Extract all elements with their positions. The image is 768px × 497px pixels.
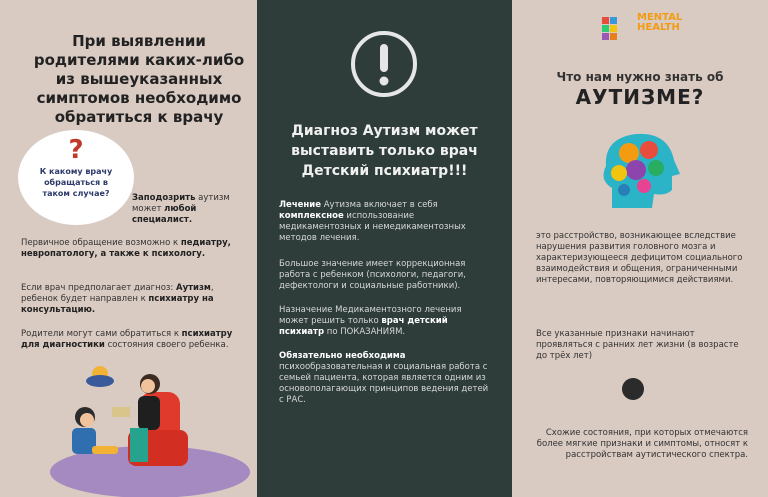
panel3-para2: Все указанные признаки начинают проявляться с ранних лет жизни (в возрасте до трёх лет) [536, 329, 739, 361]
p2-para1-d: использование медикаментозных и немедикаментозных методов лечения. [279, 211, 466, 243]
suspect-a: Заподозрить [132, 193, 196, 203]
p1-para2-a: Если врач предполагает диагноз: [21, 283, 176, 293]
middle-panel [257, 0, 512, 497]
panel2-para4 [279, 351, 489, 406]
p1-para3-c: состояния своего ребенка. [104, 340, 229, 350]
panel2-para2: Большое значение имеет коррекционная работа с ребенком (психологи, педагоги, дефектологи и социальные работники). [279, 259, 466, 291]
bubble-text: К какому врачу обращаться в таком случае? [39, 167, 113, 198]
panel1-title: При выявлении родителями каких-либо из вышеуказанных симптомов необходимо обратиться к врачу [33, 32, 245, 126]
p1-para2-b: Аутизм [175, 283, 211, 293]
p1-para2-c: , ребенок будет направлен к [21, 283, 214, 304]
child-face [80, 413, 94, 427]
p2-para4-b: психообразовательная и социальная работа с семьей пациента, которая является одним из основополагающих принципов ведения детей с РАС. [279, 362, 489, 405]
p1-para3-b: психиатру для диагностики [21, 329, 233, 350]
panel3-para1: это расстройство, возникающее вследствие нарушения развития головного мозга и характеризующееся дефицитом социального взаимодействия и общения, ограниченными интересами, повторяющимися действиями. [536, 231, 743, 285]
question-bubble [18, 130, 134, 225]
therapy-illustration [40, 362, 255, 497]
colorful-head-icon [594, 128, 684, 218]
book-icon [112, 407, 130, 417]
panel1-para1 [21, 238, 233, 260]
woman-body [138, 396, 160, 430]
panel3-para3: Схожие состояния, при которых отмечаются более мягкие признаки и симптомы, относят к расстройствам аутистического спектра. [536, 428, 748, 460]
p1-para1-b: педиатру, невропатологу, а также к психологу. [21, 238, 231, 259]
right-panel [512, 0, 768, 497]
p2-para1-c: комплексное [279, 211, 344, 221]
cloud-icon [86, 375, 114, 387]
suspect-c: любой специалист. [132, 204, 197, 225]
p1-para1-a: Первичное обращение возможно к [21, 238, 181, 248]
panel1-para2 [21, 283, 233, 316]
p2-para1-a: Лечение [279, 200, 322, 210]
woman-face [141, 379, 155, 393]
p2-para3-c: по ПОКАЗАНИЯМ. [324, 327, 406, 337]
logo-text: MENTAL HEALTH [637, 12, 683, 33]
question-small: Что нам нужно знать об [556, 70, 724, 84]
suspect-b: аутизм может [132, 193, 230, 214]
p1-para2-d: психиатру на консультацию. [21, 294, 214, 315]
panel2-para3 [279, 305, 489, 338]
panel2-title: Диагноз Аутизм может выставить только врач Детский психиатр!!! [291, 123, 478, 179]
question-big: АУТИЗМЕ? [575, 85, 705, 109]
p2-para3-b: врач детский психиатр [279, 316, 448, 337]
woman-legs [130, 428, 148, 462]
p2-para3-a: Назначение Медикаментозного лечения может решить только [279, 305, 462, 326]
p2-para4-a: Обязательно необходима [279, 351, 406, 361]
bullet-dot [622, 378, 644, 400]
p2-para1-b: Аутизма включает в себя [321, 200, 438, 210]
suspect-text [132, 193, 240, 226]
question-mark-icon: ? [68, 135, 84, 165]
p1-para3-a: Родители могут сами обратиться к [21, 329, 182, 339]
exclamation-icon [350, 30, 418, 98]
left-panel [0, 0, 257, 497]
panel2-para1 [279, 200, 489, 244]
child-legs [92, 446, 118, 454]
panel1-para3 [21, 329, 233, 351]
